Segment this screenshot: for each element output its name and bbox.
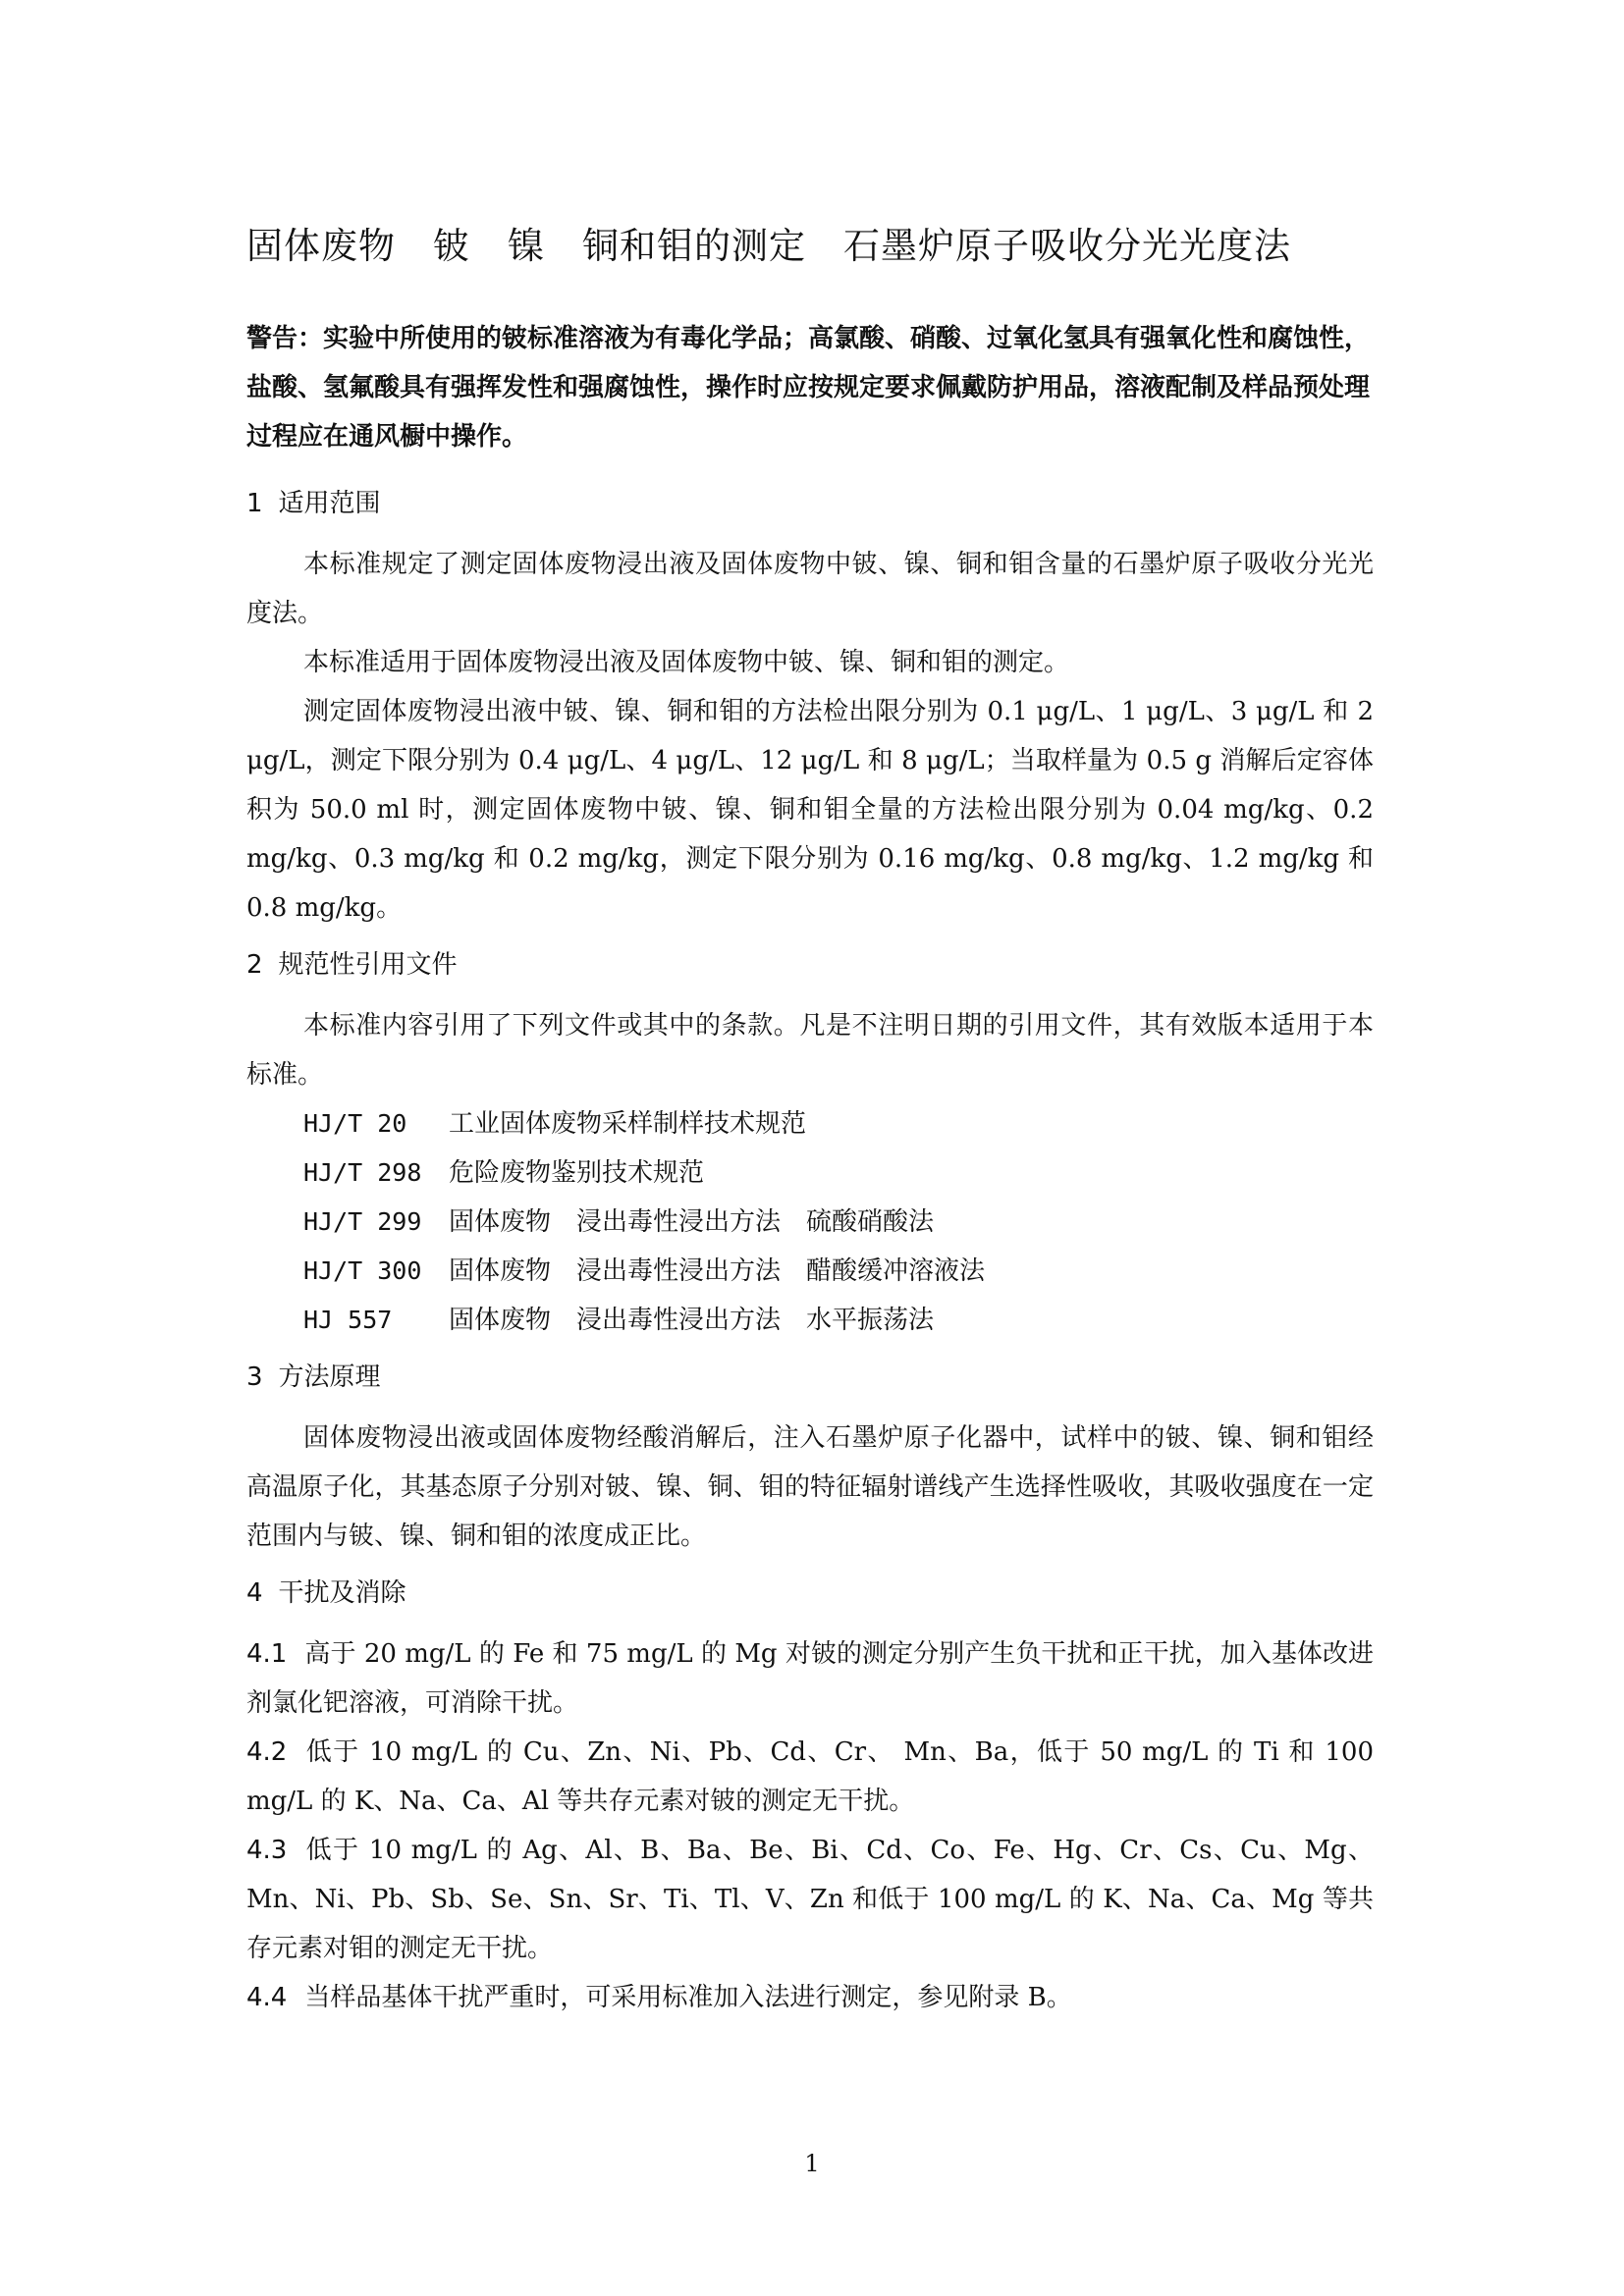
warning-paragraph <box>246 314 1374 461</box>
section-title: 规范性引用文件 <box>278 950 458 980</box>
clause-item <box>246 1826 1374 1973</box>
section-title: 干扰及消除 <box>278 1578 406 1608</box>
section-4-heading <box>246 1569 1374 1618</box>
clause-number: 4.1 <box>246 1639 288 1669</box>
reference-item <box>246 1099 1374 1148</box>
reference-code: HJ/T 298 <box>303 1158 422 1187</box>
section-1-paragraph-2: 本标准适用于固体废物浸出液及固体废物中铍、镍、铜和钼的测定。 <box>303 648 1070 677</box>
reference-item <box>246 1247 1374 1296</box>
section-title: 适用范围 <box>278 489 381 518</box>
clause-text: 低于 10 mg/L 的 Cu、Zn、Ni、Pb、Cd、Cr、 Mn、Ba，低于 50 mg/L 的 Ti 和 100 mg/L 的 K、Na、Ca、Al 等共存元素对铍的测定无干扰。 <box>246 1737 1374 1816</box>
reference-code: HJ/T 299 <box>303 1207 422 1236</box>
section-3-heading <box>246 1353 1374 1402</box>
clause-item <box>246 1629 1374 1728</box>
clause-text: 低于 10 mg/L 的 Ag、Al、B、Ba、Be、Bi、Cd、Co、Fe、Hg、Cr、Cs、Cu、Mg、Mn、Ni、Pb、Sb、Se、Sn、Sr、Ti、Tl、V、Zn 和低于 100 mg/L 的 K、Na、Ca、Mg 等共存元素对钼的测定无干扰。 <box>246 1836 1374 1963</box>
page-number: 1 <box>804 2150 820 2177</box>
clause-text: 高于 20 mg/L 的 Fe 和 75 mg/L 的 Mg 对铍的测定分别产生负干扰和正干扰，加入基体改进剂氯化钯溶液，可消除干扰。 <box>246 1639 1374 1718</box>
section-number: 4 <box>246 1578 263 1608</box>
clause-number: 4.4 <box>246 1983 288 2012</box>
reference-name: 工业固体废物采样制样技术规范 <box>449 1109 807 1139</box>
reference-item <box>246 1296 1374 1345</box>
warning-label: 警告： <box>246 324 324 353</box>
reference-item <box>246 1148 1374 1198</box>
clause-text: 当样品基体干扰严重时，可采用标准加入法进行测定，参见附录 B。 <box>304 1983 1072 2012</box>
section-2-paragraph-1: 本标准内容引用了下列文件或其中的条款。凡是不注明日期的引用文件，其有效版本适用于本标准。 <box>246 1011 1374 1090</box>
reference-code: HJ 557 <box>303 1306 393 1334</box>
reference-name: 危险废物鉴别技术规范 <box>449 1158 705 1188</box>
clause-item <box>246 1973 1374 2022</box>
reference-item <box>246 1198 1374 1247</box>
section-number: 2 <box>246 950 263 980</box>
warning-text: 实验中所使用的铍标准溶液为有毒化学品；高氯酸、硝酸、过氧化氢具有强氧化性和腐蚀性，盐酸、氢氟酸具有强挥发性和强腐蚀性，操作时应按规定要求佩戴防护用品，溶液配制及样品预处理过程应在通风橱中操作。 <box>246 324 1371 452</box>
section-1-paragraph-1: 本标准规定了测定固体废物浸出液及固体废物中铍、镍、铜和钼含量的石墨炉原子吸收分光光度法。 <box>246 550 1374 628</box>
section-number: 3 <box>246 1362 263 1392</box>
section-2-heading <box>246 940 1374 989</box>
section-title: 方法原理 <box>278 1362 381 1392</box>
reference-code: HJ/T 300 <box>303 1256 422 1285</box>
reference-name: 固体废物 浸出毒性浸出方法 水平振荡法 <box>449 1306 935 1335</box>
clause-number: 4.2 <box>246 1737 288 1767</box>
reference-code: HJ/T 20 <box>303 1109 407 1138</box>
clause-number: 4.3 <box>246 1836 288 1865</box>
document-title: 固体废物 铍 镍 铜和钼的测定 石墨炉原子吸收分光光度法 <box>246 225 1291 267</box>
reference-name: 固体废物 浸出毒性浸出方法 硫酸硝酸法 <box>449 1207 935 1237</box>
reference-list <box>246 1099 1374 1345</box>
section-number: 1 <box>246 489 263 518</box>
section-3-paragraph-1: 固体废物浸出液或固体废物经酸消解后，注入石墨炉原子化器中，试样中的铍、镍、铜和钼经高温原子化，其基态原子分别对铍、镍、铜、钼的特征辐射谱线产生选择性吸收，其吸收强度在一定范围内与铍、镍、铜和钼的浓度成正比。 <box>246 1423 1374 1551</box>
clause-item <box>246 1728 1374 1826</box>
reference-name: 固体废物 浸出毒性浸出方法 醋酸缓冲溶液法 <box>449 1256 986 1286</box>
section-1-paragraph-3: 测定固体废物浸出液中铍、镍、铜和钼的方法检出限分别为 0.1 μg/L、1 μg/L、3 μg/L 和 2 μg/L，测定下限分别为 0.4 μg/L、4 μg/L、12 μg/L 和 8 μg/L；当取样量为 0.5 g 消解后定容体积为 50.0 ml 时，测定固体废物中铍、镍、铜和钼全量的方法检出限分别为 0.04 mg/kg、0.2 mg/kg、0.3 mg/kg 和 0.2 mg/kg，测定下限分别为 0.16 mg/kg、0.8 mg/kg、1.2 mg/kg 和 0.8 mg/kg。 <box>246 697 1374 923</box>
document-page <box>246 216 1374 2022</box>
section-1-heading <box>246 479 1374 528</box>
